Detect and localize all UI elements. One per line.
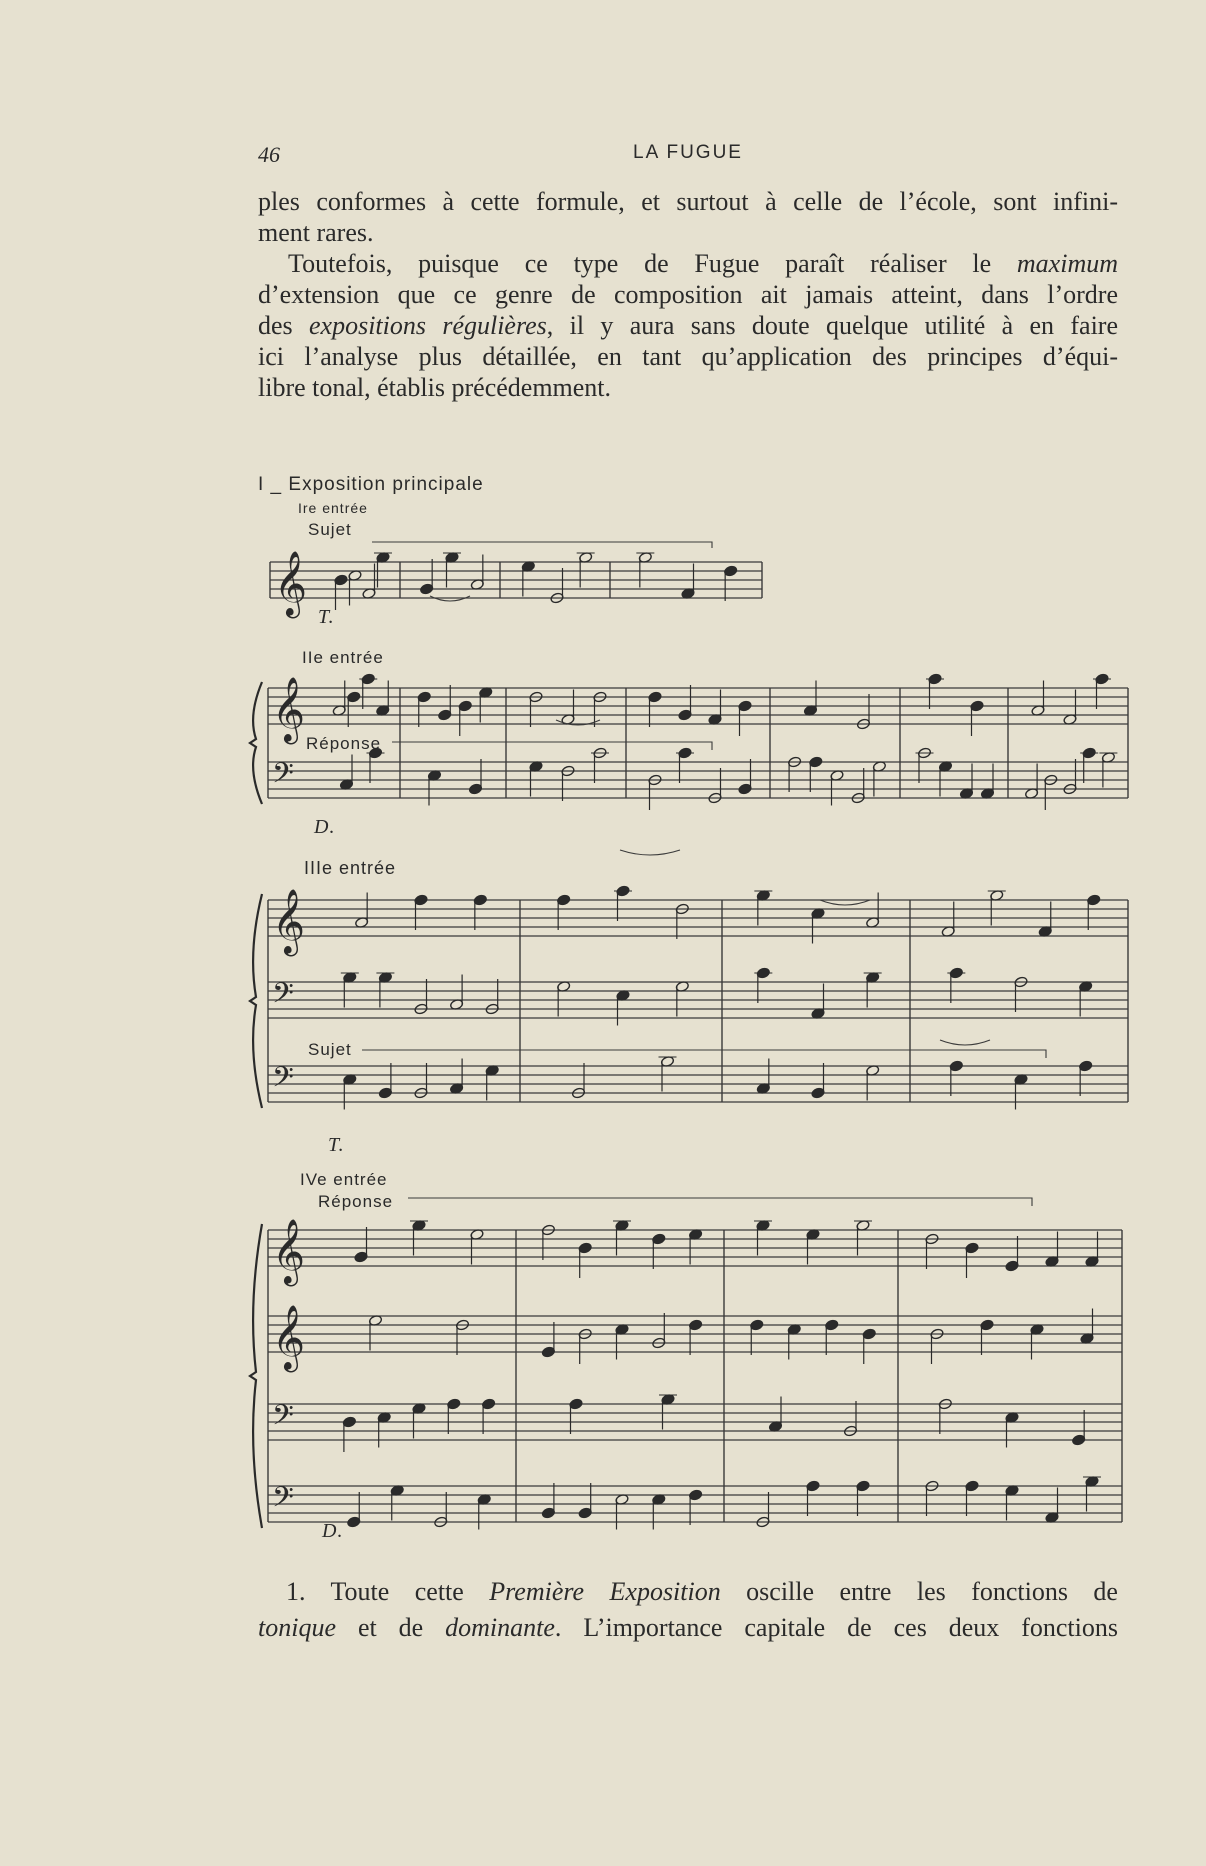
emphasis: tonique: [258, 1613, 336, 1642]
answer-bracket: [408, 1198, 1032, 1206]
page-number: 46: [258, 142, 280, 167]
reponse-label: Réponse: [318, 1192, 394, 1211]
text-run: et de: [336, 1613, 446, 1642]
treble-clef-icon: 𝄞: [274, 551, 308, 616]
ties-and-brackets: [362, 542, 1046, 1206]
text-line: ici l’analyse plus détaillée, en tant qu’application des principes d’équi-: [258, 342, 1118, 371]
function-label-t: T.: [328, 1134, 345, 1156]
text-run: des: [258, 311, 309, 340]
emphasis: expositions régulières: [309, 311, 547, 340]
tie: [620, 850, 680, 855]
brace-icon: [250, 894, 262, 1108]
brace-icon: [250, 682, 262, 804]
staff-lines: [268, 562, 1128, 1522]
sujet-label: Sujet: [308, 1040, 352, 1059]
text-line: ment rares.: [258, 218, 374, 247]
text-run: Toute cette: [305, 1577, 490, 1606]
text-run: , il y aura sans doute quelque utilité à en faire: [546, 311, 1118, 340]
treble-clef-icon: 𝄞: [272, 677, 306, 742]
entry-label-3: IIIe entrée: [304, 858, 397, 878]
text-run: Toutefois, puisque ce type de Fugue paraît réaliser le: [288, 249, 1017, 278]
bass-clef-icon: 𝄢: [272, 1481, 294, 1521]
function-label-d: D.: [322, 1520, 344, 1542]
tie: [940, 1040, 990, 1045]
bass-clef-icon: 𝄢: [272, 1399, 294, 1439]
emphasis: maximum: [1016, 249, 1118, 278]
entry-label-2: IIe entrée: [302, 648, 384, 667]
subject-bracket: [372, 542, 712, 548]
text-run: . L’importance capitale de ces deux fonctions: [554, 1613, 1118, 1642]
text-line: d’extension que ce genre de composition ait jamais atteint, dans l’ordre: [258, 280, 1118, 309]
section-title: I _ Exposition principale: [258, 474, 484, 495]
footnote-line: [258, 1610, 1118, 1646]
footnote: [258, 1574, 1118, 1646]
reponse-label: Réponse: [306, 734, 382, 753]
footnote-number: 1.: [286, 1577, 306, 1606]
treble-clef-icon: 𝄞: [272, 1305, 306, 1370]
text-run: oscille entre les fonctions de: [720, 1577, 1118, 1606]
sujet-label: Sujet: [308, 520, 352, 539]
emphasis: Première Exposition: [489, 1577, 721, 1606]
clefs: [272, 551, 307, 1521]
emphasis: dominante: [445, 1613, 555, 1642]
notes: [332, 552, 1117, 1530]
treble-clef-icon: 𝄞: [272, 1219, 306, 1284]
bass-clef-icon: 𝄢: [272, 1061, 294, 1101]
text-line: ples conformes à cette formule, et surtout à celle de l’école, sont infini-: [258, 187, 1118, 216]
running-title: LA FUGUE: [633, 142, 743, 163]
braces: [250, 682, 262, 1528]
function-label-t: T.: [318, 606, 335, 628]
entry-label-1: Ire entrée: [298, 500, 368, 516]
function-label-d: D.: [314, 816, 336, 838]
bass-clef-icon: 𝄢: [272, 977, 294, 1017]
tie: [820, 900, 870, 905]
footnote-line: [258, 1574, 1118, 1610]
answer-bracket: [392, 742, 712, 750]
entry-label-4: IVe entrée: [300, 1170, 388, 1189]
text-line: libre tonal, établis précédemment.: [258, 373, 612, 402]
brace-icon: [250, 1224, 262, 1528]
treble-clef-icon: 𝄞: [272, 889, 306, 954]
subject-bracket: [362, 1050, 1046, 1058]
bass-clef-icon: 𝄢: [272, 757, 294, 797]
